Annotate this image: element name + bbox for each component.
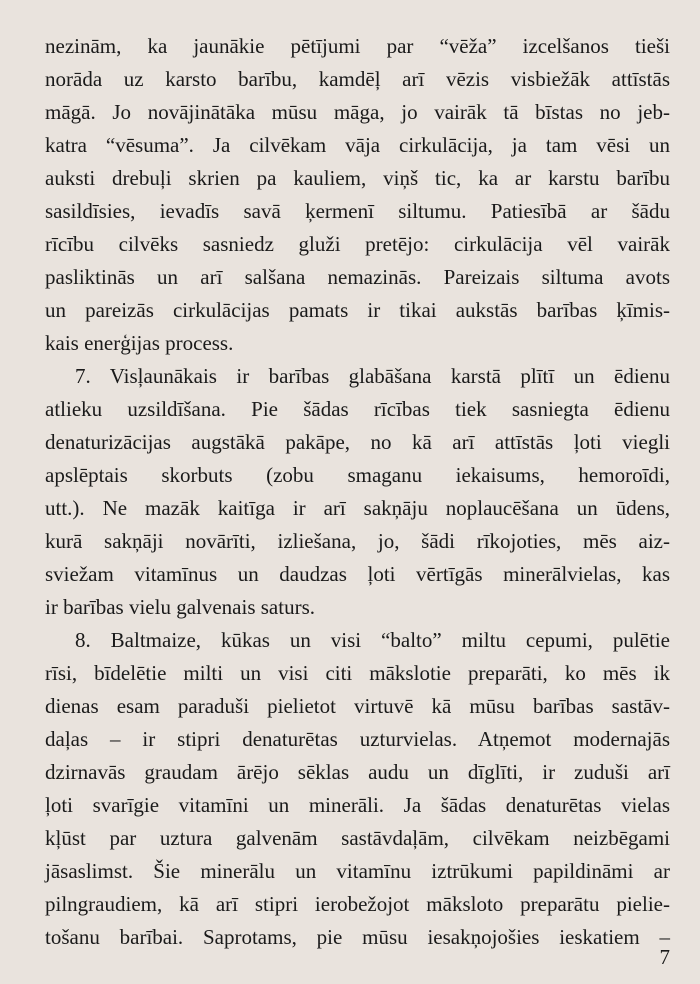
text-line: rīsi, bīdelētie milti un visi citi mākslotie preparāti, ko mēs ik: [45, 661, 670, 685]
text-line: pasliktinās un arī salšana nemazinās. Pareizais siltuma avots: [45, 265, 670, 289]
text-line: norāda uz karsto barību, kamdēļ arī vēzis visbiežāk attīstās: [45, 67, 670, 91]
text-line: māgā. Jo novājinātāka mūsu māga, jo vairāk tā bīstas no jeb-: [45, 100, 670, 124]
text-line: tošanu barībai. Saprotams, pie mūsu iesakņojošies ieskatiem –: [45, 925, 670, 949]
text-line: nezinām, ka jaunākie pētījumi par “vēža” izcelšanos tieši: [45, 34, 670, 58]
text-line: dzirnavās graudam ārējo sēklas audu un dīglīti, ir zuduši arī: [45, 760, 670, 784]
body-text: [45, 30, 670, 954]
text-line: denaturizācijas augstākā pakāpe, no kā arī attīstās ļoti viegli: [45, 430, 670, 454]
text-line: jāsaslimst. Šie minerālu un vitamīnu iztrūkumi papildināmi ar: [45, 859, 670, 883]
text-line: dienas esam paraduši pielietot virtuvē kā mūsu barības sastāv-: [45, 694, 670, 718]
text-line: pilngraudiem, kā arī stipri ierobežojot mākslotо preparātu pielie-: [45, 892, 670, 916]
text-line: utt.). Ne mazāk kaitīga ir arī sakņāju noplaucēšana un ūdens,: [45, 496, 670, 520]
text-line: sasildīsies, ievadīs savā ķermenī siltumu. Patiesībā ar šādu: [45, 199, 670, 223]
paragraph-8-start: 8. Baltmaize, kūkas un visi “balto” miltu cepumi, pulētie: [75, 628, 670, 652]
text-line: ļoti svarīgie vitamīni un minerāli. Ja šādas denaturētas vielas: [45, 793, 670, 817]
paragraph-7-start: 7. Visļaunākais ir barības glabāšana karstā plītī un ēdienu: [75, 364, 670, 388]
text-line: auksti drebuļi skrien pa kauliem, viņš tic, ka ar karstu barību: [45, 166, 670, 190]
text-line: kurā sakņāji novārīti, izliešana, jo, šādi rīkojoties, mēs aiz-: [45, 529, 670, 553]
text-line: kais enerģijas process.: [45, 331, 234, 355]
text-line: kļūst par uztura galvenām sastāvdaļām, cilvēkam neizbēgami: [45, 826, 670, 850]
text-line: un pareizās cirkulācijas pamats ir tikai aukstās barības ķīmis-: [45, 298, 670, 322]
text-line: rīcību cilvēks sasniedz gluži pretējo: cirkulācija vēl vairāk: [45, 232, 670, 256]
text-line: daļas – ir stipri denaturētas uzturvielas. Atņemot modernajās: [45, 727, 670, 751]
page-number: 7: [659, 945, 670, 969]
text-line: sviežam vitamīnus un daudzas ļoti vērtīgās minerālvielas, kas: [45, 562, 670, 586]
text-line: ir barības vielu galvenais saturs.: [45, 595, 316, 619]
text-line: apslēptais skorbuts (zobu smaganu iekaisums, hemoroīdi,: [45, 463, 670, 487]
text-line: katra “vēsuma”. Ja cilvēkam vāja cirkulācija, ja tam vēsi un: [45, 133, 670, 157]
text-line: atlieku uzsildīšana. Pie šādas rīcības tiek sasniegta ēdienu: [45, 397, 670, 421]
